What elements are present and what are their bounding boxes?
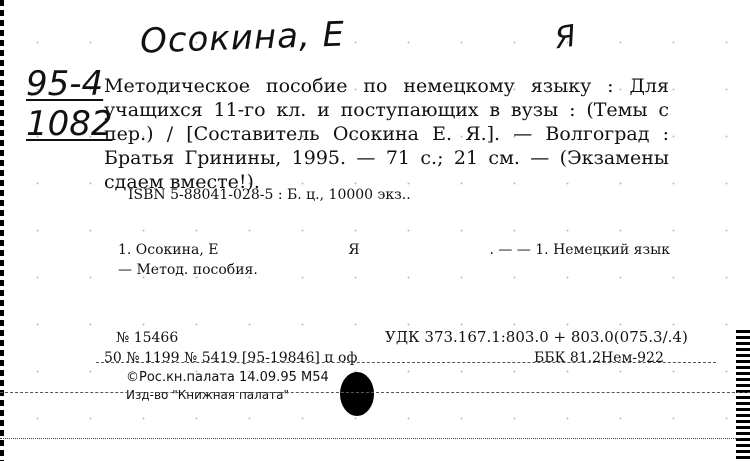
tracing-author: 1. Осокина, Е bbox=[118, 242, 219, 258]
handwritten-author-heading: Осокина, Е bbox=[139, 14, 346, 62]
tracing-subject: . — — 1. Немецкий язык bbox=[489, 242, 670, 258]
right-edge-mark bbox=[736, 330, 750, 461]
divider-line bbox=[96, 362, 716, 363]
series-line: 50 № 1199 № 5419 [95-19846] п оф bbox=[104, 350, 358, 366]
publisher-line: Изд-во "Книжная палата" bbox=[126, 388, 290, 402]
bibliographic-entry: Методическое пособие по немецкому языку : Для учащихся 11-го кл. и поступающих в вузы : (Темы с пер.) / [Составитель Осокина Е. Я.]. — Волгоград : Братья Гринины, 1995. — 71 с.; 21 см. — (Экзамены сдаем вместе!). bbox=[104, 75, 669, 193]
handwritten-shelf-mark bbox=[26, 64, 113, 144]
divider-line-lower bbox=[0, 392, 750, 393]
bbk-code: ББК 81.2Нем-922 bbox=[534, 350, 664, 366]
isbn-line: ISBN 5-88041-028-5 : Б. ц., 10000 экз.. bbox=[128, 187, 411, 203]
copyright-line: ©Рос.кн.палата 14.09.95 М54 bbox=[126, 370, 329, 385]
shelf-mark-line-1: 95-4 bbox=[26, 64, 104, 104]
subject-tracing bbox=[118, 240, 670, 280]
tracing-initial: Я bbox=[348, 242, 360, 258]
tracing-row-1 bbox=[118, 240, 670, 260]
tracing-row-2: — Метод. пособия. bbox=[118, 262, 258, 278]
handwritten-initial: Я bbox=[552, 18, 579, 57]
udk-code: УДК 373.167.1:803.0 + 803.0(075.3/.4) bbox=[385, 328, 688, 346]
ink-stamp-blot bbox=[340, 372, 374, 416]
shelf-mark-line-2: 1082 bbox=[26, 104, 113, 144]
divider-line-bottom bbox=[0, 438, 740, 439]
record-number: № 15466 bbox=[116, 330, 179, 346]
